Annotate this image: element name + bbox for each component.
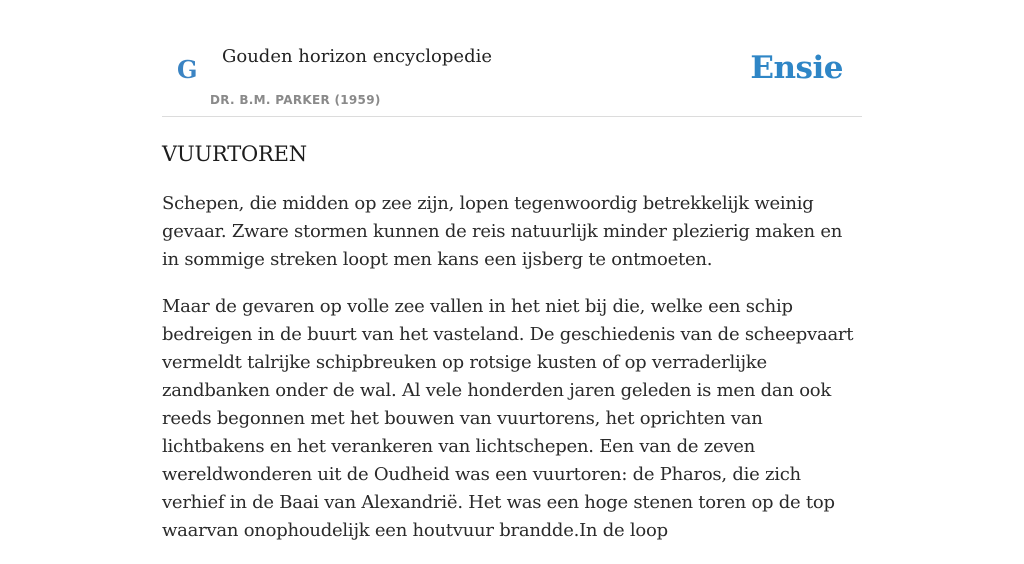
book-title-link[interactable]: Gouden horizon encyclopedie xyxy=(222,46,492,67)
article-paragraph: Schepen, die midden op zee zijn, lopen tegenwoordig betrekkelijk weinig gevaar. Zware stormen kunnen de reis natuurlijk minder plezierig maken en in sommige streken loopt men kans een ijsberg te ontmoeten. xyxy=(162,193,843,270)
article-paragraph: Maar de gevaren op volle zee vallen in het niet bij die, welke een schip bedreigen in de buurt van het vasteland. De geschiedenis van de scheepvaart vermeldt talrijke schipbreuken op rotsige kusten of op verraderlijke zandbanken onder de wal. Al vele honderden jaren geleden is men dan ook reeds begonnen met het bouwen van vuurtorens, het oprichten van lichtbakens en het verankeren van lichtschepen. Een van de zeven wereldwonderen uit de Oudheid was een vuurtoren: de Pharos, die zich verhief in de Baai van Alexandrië. Het was een hoge stenen toren op de top waarvan onophoudelijk een houtvuur brandde.In de loop xyxy=(162,296,854,541)
article-title: VUURTOREN xyxy=(162,142,307,166)
book-logo-icon[interactable]: G xyxy=(177,55,198,84)
ensie-logo-link[interactable]: Ensie xyxy=(750,50,843,86)
article xyxy=(162,138,862,564)
book-author: DR. B.M. PARKER (1959) xyxy=(210,93,381,107)
header xyxy=(162,0,862,117)
